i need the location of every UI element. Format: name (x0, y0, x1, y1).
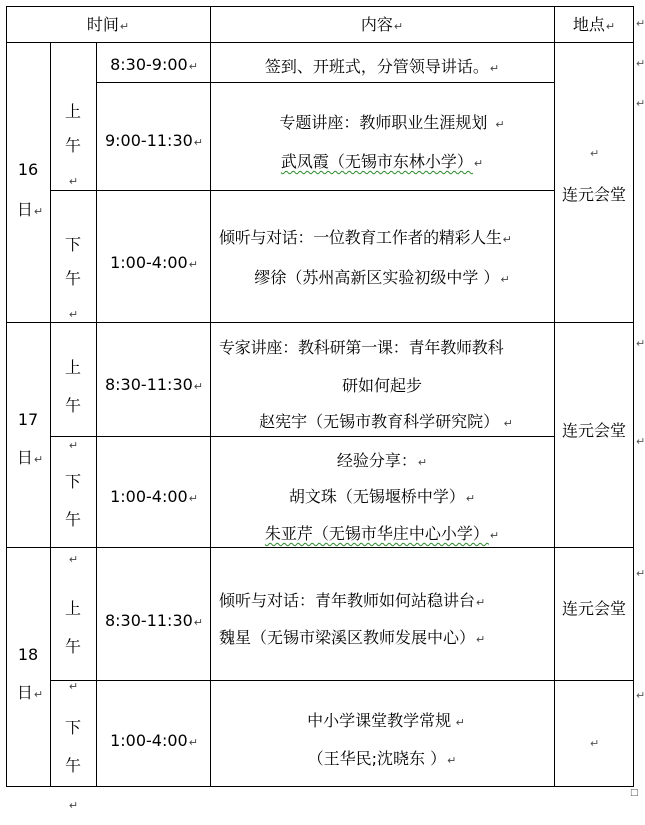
rule-16-am1 (96, 82, 554, 83)
session-line: 赵宪宇（无锡市教育科学研究院） ↵ (259, 412, 513, 431)
rule-day18-am-pm (50, 680, 634, 681)
session-time: 8:30-9:00↵ (110, 55, 198, 74)
location-cell: 连元会堂 (562, 421, 627, 440)
day-number: 17 (17, 410, 39, 429)
day-unit: 日↵ (16, 200, 44, 219)
session-line: 签到、开班式，分管领导讲话。↵ (264, 57, 500, 76)
col-day (50, 42, 51, 787)
session-line: 专题讲座：教师职业生涯规划 ↵ (279, 113, 505, 132)
session-time: 1:00-4:00↵ (110, 253, 198, 272)
session-time: 8:30-11:30↵ (104, 375, 204, 394)
period-pm: 下午↵ (64, 718, 81, 812)
table-border-top (6, 6, 634, 7)
table-border-right (633, 6, 634, 787)
day-number: 16 (17, 160, 39, 179)
session-line: 研如何起步 (341, 376, 423, 395)
session-line: 魏星（无锡市梁溪区教师发展中心）↵ (219, 628, 486, 647)
empty-para-mark: ↵ (590, 737, 600, 750)
table-border-bottom (6, 786, 634, 787)
location-cell: 连元会堂 (562, 599, 627, 618)
rule-17-am-pm (50, 436, 554, 437)
session-time: 9:00-11:30↵ (104, 131, 204, 150)
empty-para-mark: ↵ (590, 147, 600, 160)
period-am: 上午↵ (64, 102, 81, 188)
row-end-mark: ↵ (636, 435, 645, 448)
header-time: 时间↵ (86, 15, 130, 34)
session-line: 倾听与对话：青年教师如何站稳讲台↵ (219, 591, 486, 610)
day-unit: 日↵ (16, 448, 44, 467)
day-number: 18 (17, 645, 39, 664)
rule-day17 (6, 547, 634, 548)
row-end-mark: ↵ (636, 17, 645, 30)
row-end-mark: ↵ (636, 337, 645, 350)
session-time: 1:00-4:00↵ (110, 731, 198, 750)
header-location: 地点↵ (572, 15, 616, 34)
col-content (210, 6, 211, 787)
col-time (96, 42, 97, 787)
session-time: 1:00-4:00↵ (110, 487, 198, 506)
day-unit: 日↵ (16, 683, 44, 702)
col-location (554, 6, 555, 787)
session-line: 倾听与对话：一位教育工作者的精彩人生↵ (219, 228, 512, 247)
period-am: 上午↵ (64, 599, 81, 693)
row-end-mark: ↵ (636, 567, 645, 580)
location-cell: 连元会堂 (562, 185, 627, 204)
period-pm: 下午↵ (64, 472, 81, 566)
period-pm: 下午↵ (64, 235, 81, 321)
session-line: 缪徐（苏州高新区实验初级中学 ）↵ (254, 268, 510, 287)
row-end-mark: ↵ (636, 57, 645, 70)
rule-day16 (6, 322, 634, 323)
row-end-mark: ↵ (636, 689, 645, 702)
session-line: 经验分享：↵ (336, 451, 428, 470)
session-line: 武凤霞（无锡市东林小学）↵ (280, 152, 484, 171)
session-line: 胡文珠（无锡堰桥中学）↵ (288, 487, 476, 506)
session-line: 朱亚芹（无锡市华庄中心小学）↵ (264, 524, 500, 543)
rule-header (6, 42, 634, 43)
session-line: （王华民;沈晓东 ）↵ (307, 749, 457, 768)
row-end-mark: ↵ (636, 97, 645, 110)
period-am: 上午↵ (64, 358, 81, 452)
table-border-left (6, 6, 7, 787)
header-content: 内容↵ (360, 15, 404, 34)
session-time: 8:30-11:30↵ (104, 611, 204, 630)
session-line: 专家讲座：教科研第一课：青年教师教科 (219, 338, 504, 357)
rule-16-am-pm (50, 190, 554, 191)
session-line: 中小学课堂教学常规 ↵ (307, 711, 465, 730)
doc-end-mark: □ (630, 788, 639, 798)
